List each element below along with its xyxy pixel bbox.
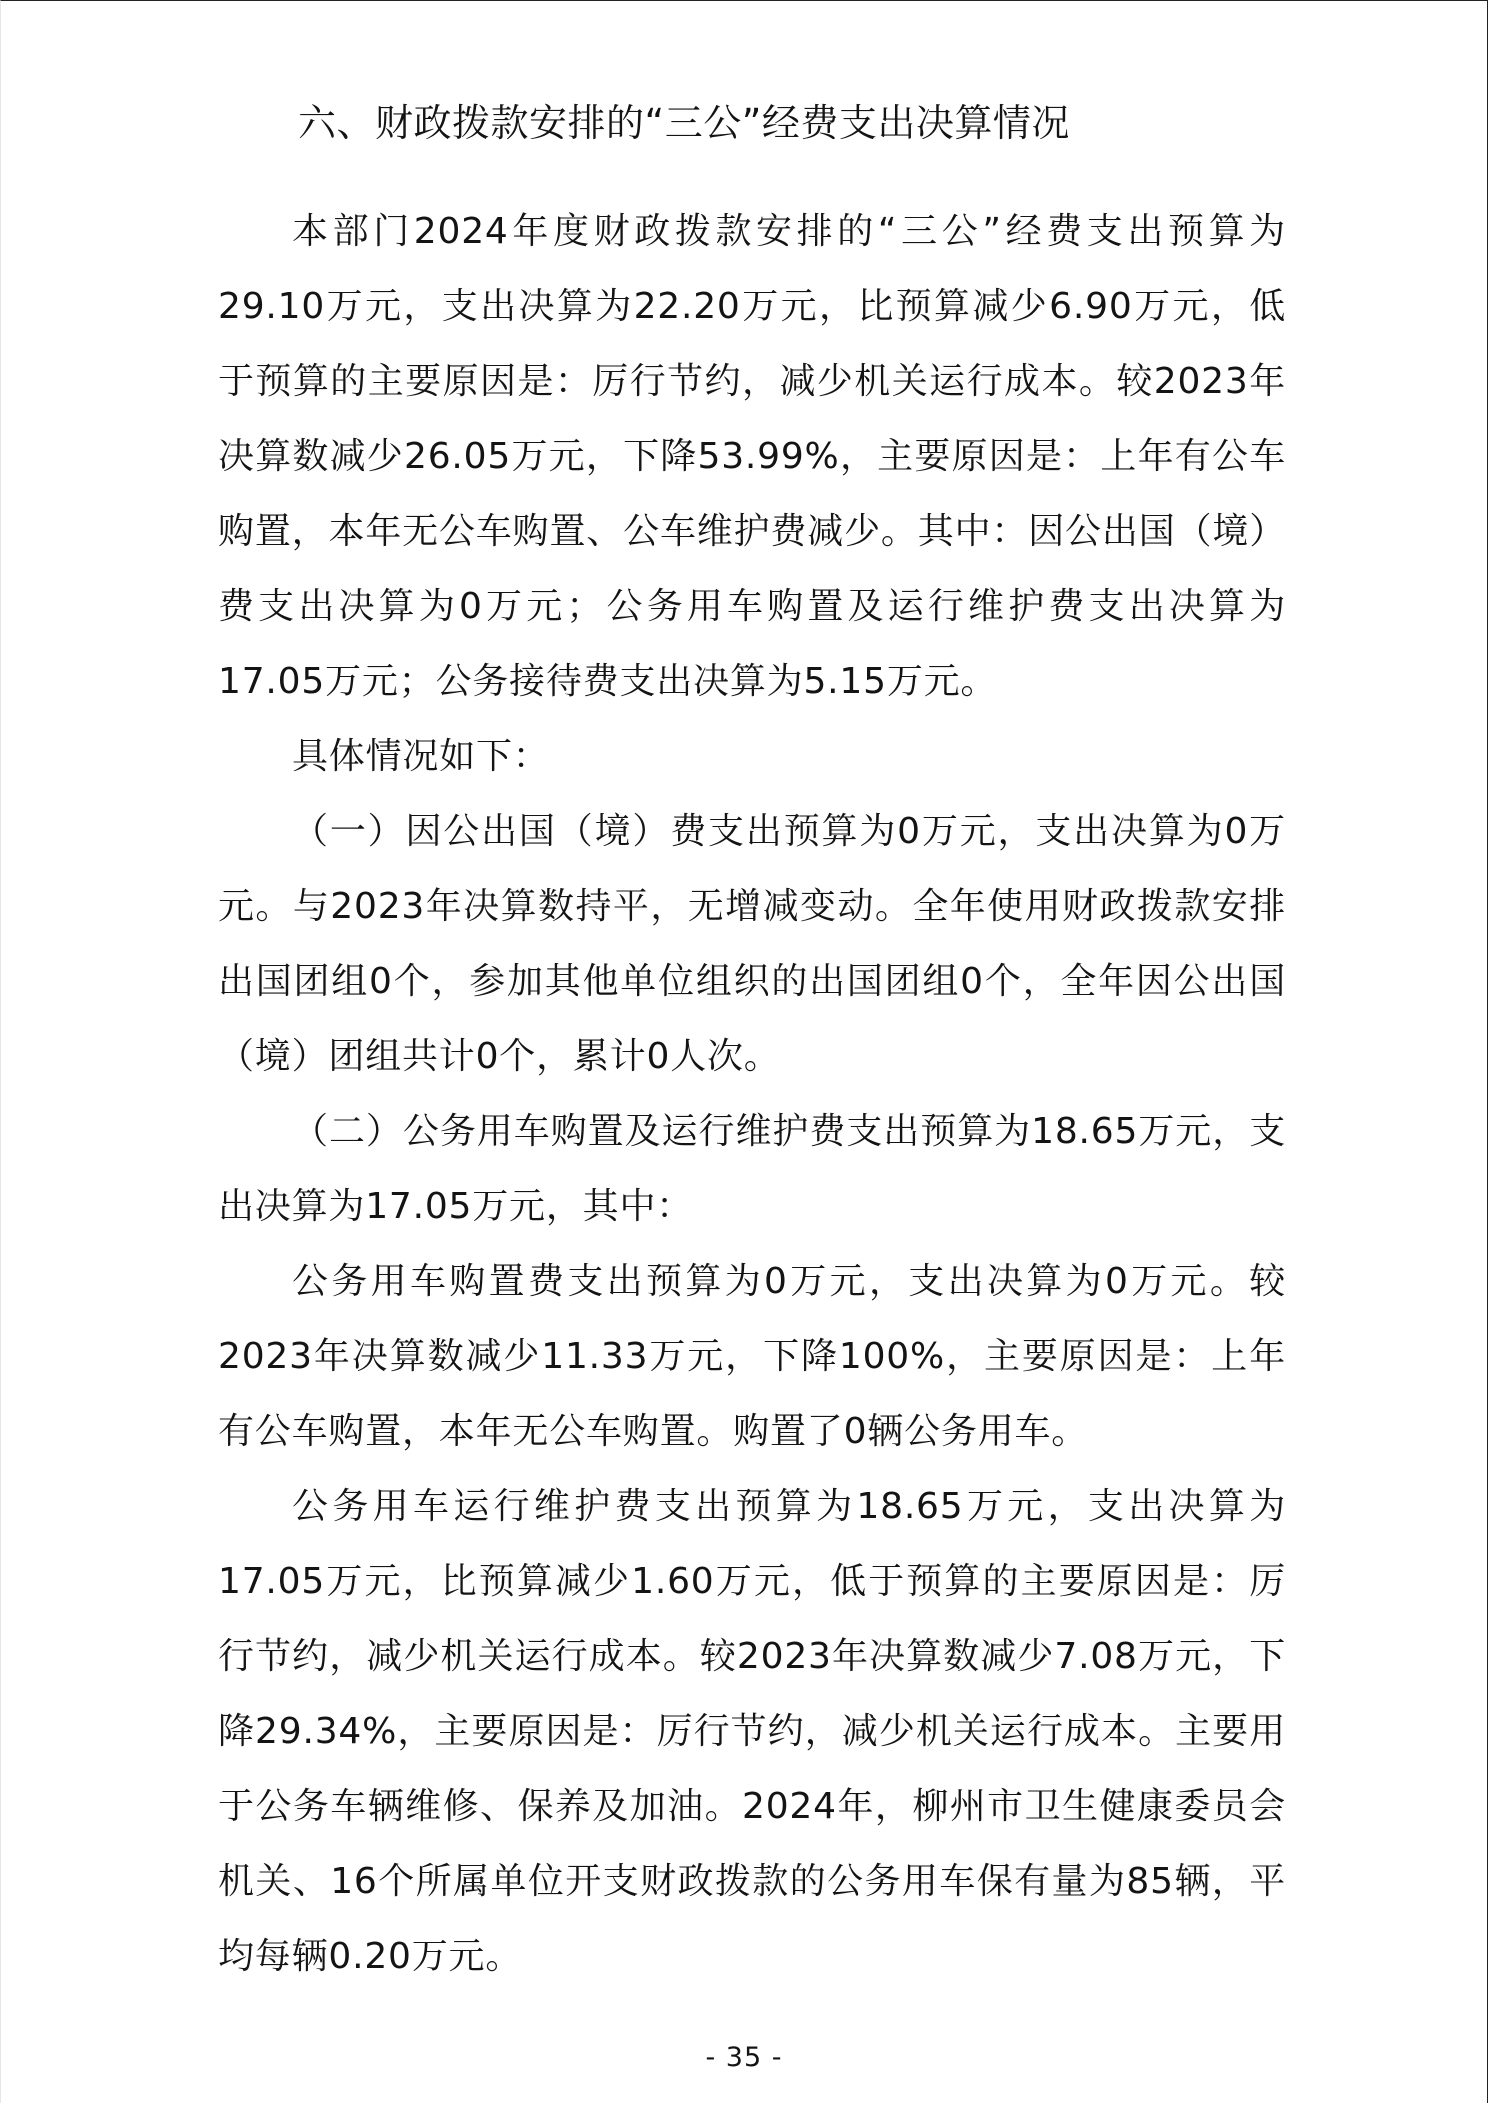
section-heading: 六、财政拨款安排的“三公”经费支出决算情况 xyxy=(298,101,1070,145)
document-body xyxy=(218,100,1286,1994)
paragraph-vehicle-operation: 公务用车运行维护费支出预算为18.65万元，支出决算为17.05万元，比预算减少1.60万元，低于预算的主要原因是：厉行节约，减少机关运行成本。较2023年决算数减少7.08万元，下降29.34%，主要原因是：厉行节约，减少机关运行成本。主要用于公务车辆维修、保养及加油。2024年，柳州市卫生健康委员会机关、16个所属单位开支财政拨款的公务用车保有量为85辆，平均每辆0.20万元。 xyxy=(218,1486,1286,1977)
paragraph-intro: 具体情况如下： xyxy=(292,736,550,777)
page-number: - 35 - xyxy=(705,2042,783,2073)
paragraph-vehicle-purchase: 公务用车购置费支出预算为0万元，支出决算为0万元。较2023年决算数减少11.33万元，下降100%，主要原因是：上年有公车购置，本年无公车购置。购置了0辆公务用车。 xyxy=(218,1261,1286,1452)
paragraph-overseas-travel: （一）因公出国（境）费支出预算为0万元，支出决算为0万元。与2023年决算数持平，无增减变动。全年使用财政拨款安排出国团组0个，参加其他单位组织的出国团组0个，全年因公出国（境）团组共计0个，累计0人次。 xyxy=(218,811,1286,1077)
paragraph-vehicle-total: （二）公务用车购置及运行维护费支出预算为18.65万元，支出决算为17.05万元，其中： xyxy=(218,1111,1286,1227)
paragraph-summary: 本部门2024年度财政拨款安排的“三公”经费支出预算为29.10万元，支出决算为22.20万元，比预算减少6.90万元，低于预算的主要原因是：厉行节约，减少机关运行成本。较2023年决算数减少26.05万元，下降53.99%，主要原因是：上年有公车购置，本年无公车购置、公车维护费减少。其中：因公出国（境）费支出决算为0万元；公务用车购置及运行维护费支出决算为17.05万元；公务接待费支出决算为5.15万元。 xyxy=(218,211,1286,702)
